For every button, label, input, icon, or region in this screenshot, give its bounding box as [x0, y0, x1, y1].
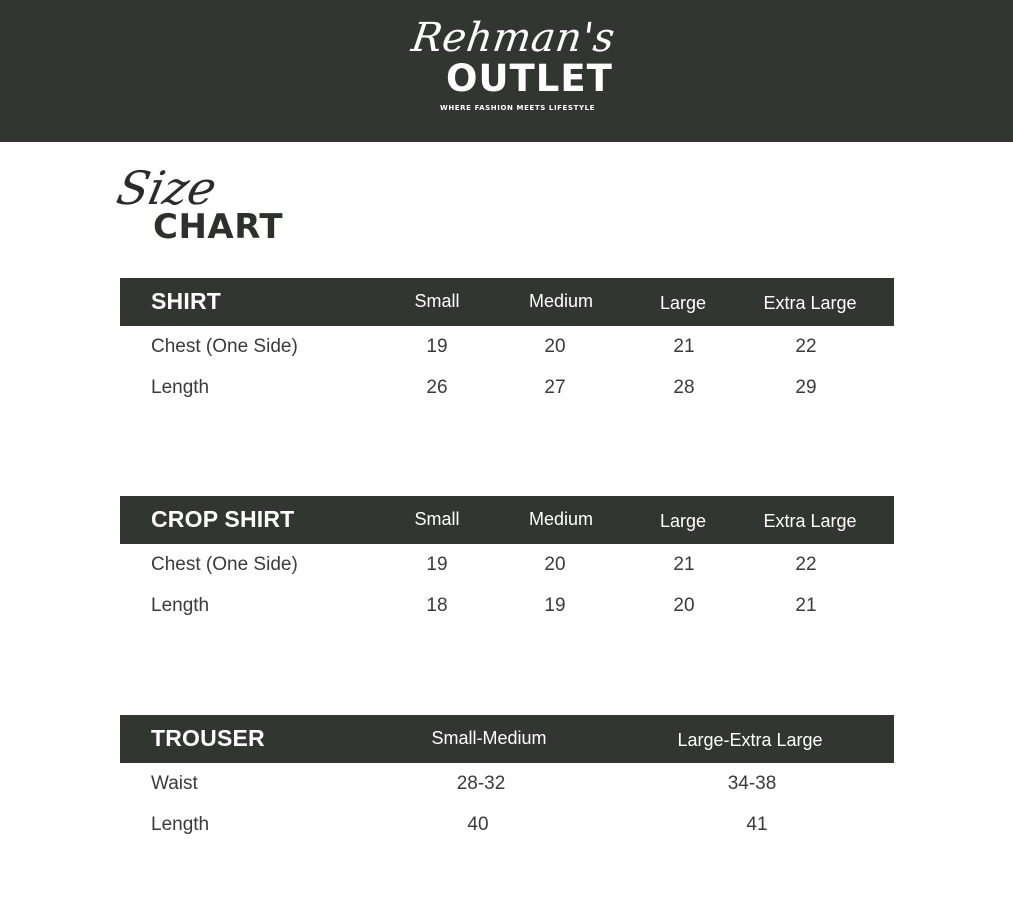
row-label: Waist — [151, 773, 198, 794]
table-cell: 20 — [544, 554, 566, 575]
trouser-table-title: TROUSER — [151, 725, 265, 751]
table-cell: 26 — [426, 377, 448, 398]
trouser-col-large-extra-large: Large-Extra Large — [677, 730, 823, 750]
row-label: Length — [151, 595, 210, 616]
table-cell: 19 — [426, 336, 448, 357]
table-cell: 21 — [673, 554, 695, 575]
table-cell: 28 — [673, 377, 695, 398]
table-cell: 21 — [673, 336, 695, 357]
trouser-size-table — [120, 715, 894, 845]
shirt-table-header — [120, 278, 894, 326]
table-cell: 34-38 — [727, 773, 777, 794]
table-cell: 27 — [544, 377, 566, 398]
row-label: Length — [151, 814, 210, 835]
shirt-size-table — [120, 278, 894, 408]
table-cell: 20 — [544, 336, 566, 357]
shirt-col-extra-large: Extra Large — [763, 293, 857, 313]
table-cell: 19 — [426, 554, 448, 575]
table-cell: 21 — [795, 595, 817, 616]
brand-logo — [400, 15, 618, 118]
table-cell: 19 — [544, 595, 566, 616]
table-cell: 29 — [795, 377, 817, 398]
shirt-table-title: SHIRT — [151, 288, 221, 314]
shirt-col-large: Large — [659, 293, 707, 313]
shirt-col-medium: Medium — [528, 291, 594, 311]
table-row — [120, 804, 894, 845]
table-row — [120, 585, 894, 626]
shirt-col-small: Small — [414, 291, 460, 311]
brand-tagline: WHERE FASHION MEETS LIFESTYLE — [440, 104, 596, 112]
table-row — [120, 367, 894, 408]
row-label: Chest (One Side) — [151, 554, 298, 575]
crop-shirt-col-extra-large: Extra Large — [763, 511, 857, 531]
crop-shirt-col-small: Small — [414, 509, 460, 529]
table-row — [120, 544, 894, 585]
crop-shirt-table-title: CROP SHIRT — [151, 506, 295, 532]
row-label: Length — [151, 377, 210, 398]
table-row — [120, 326, 894, 367]
table-cell: 20 — [673, 595, 695, 616]
crop-shirt-col-large: Large — [659, 511, 707, 531]
table-cell: 40 — [467, 814, 489, 835]
page-title: CHART — [153, 207, 284, 247]
brand-script-text: Rehman's — [408, 15, 618, 61]
table-row — [120, 763, 894, 804]
title-script: Size — [112, 161, 222, 215]
row-label: Chest (One Side) — [151, 336, 298, 357]
page-header — [0, 0, 1013, 142]
table-cell: 22 — [795, 336, 817, 357]
crop-shirt-col-medium: Medium — [528, 509, 594, 529]
table-cell: 22 — [795, 554, 817, 575]
trouser-table-header — [120, 715, 894, 763]
table-cell: 28-32 — [456, 773, 506, 794]
trouser-col-small-medium: Small-Medium — [431, 728, 547, 748]
table-cell: 41 — [746, 814, 768, 835]
table-cell: 18 — [426, 595, 448, 616]
crop-shirt-size-table — [120, 496, 894, 626]
brand-name: OUTLET — [446, 57, 613, 100]
crop-shirt-table-header — [120, 496, 894, 544]
